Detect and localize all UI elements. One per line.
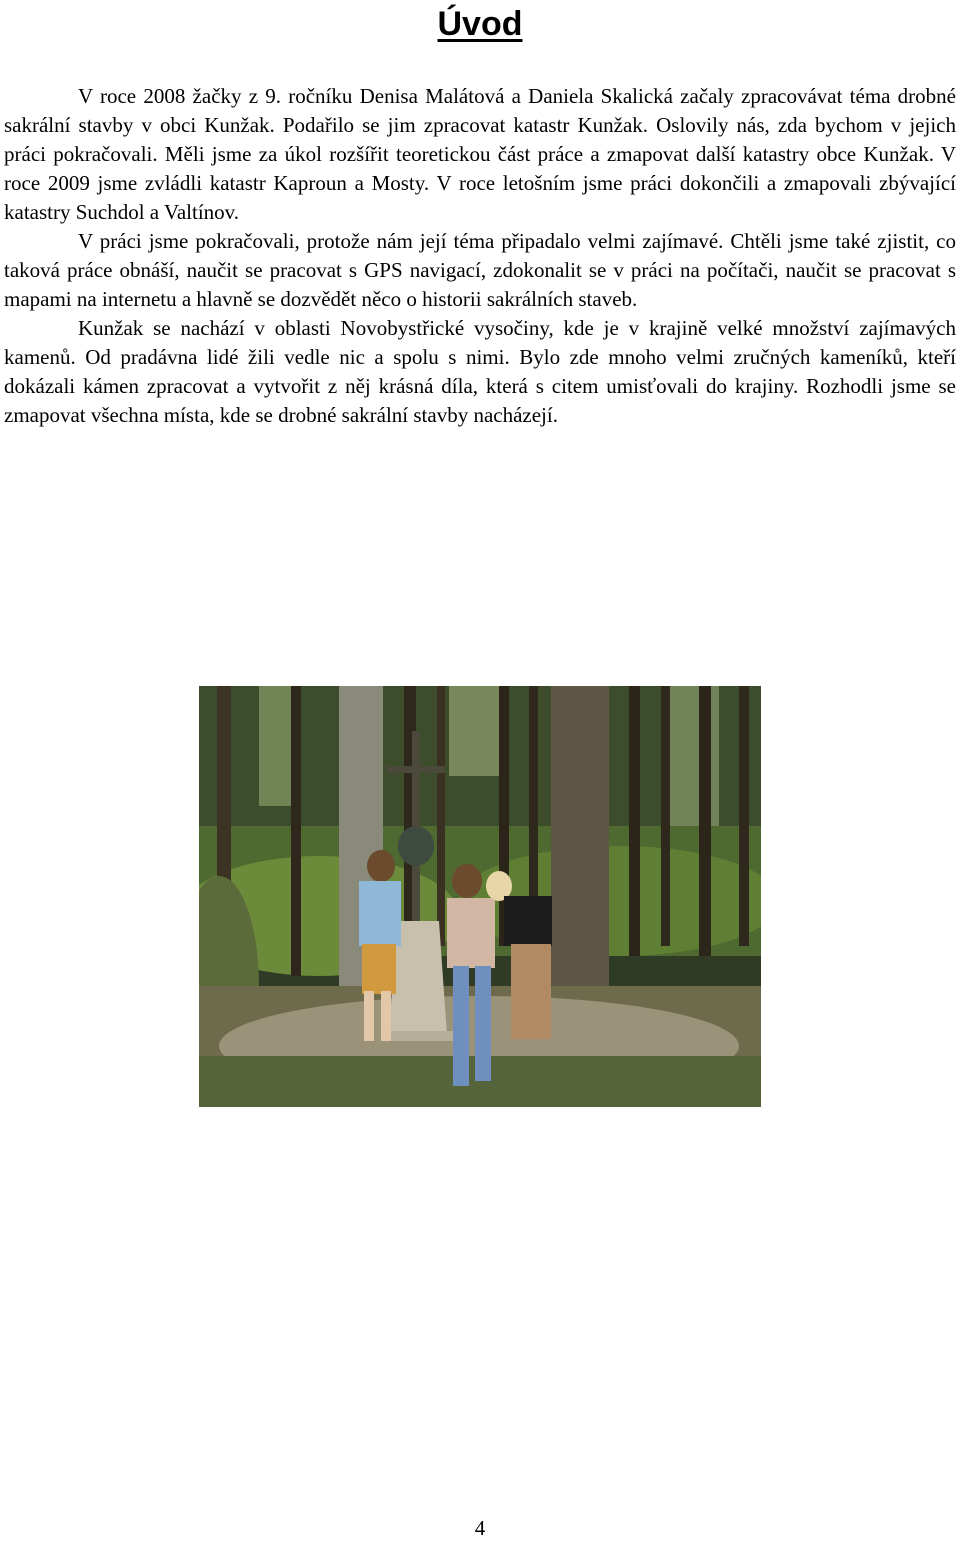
body-text [4,82,956,430]
paragraph-2: V práci jsme pokračovali, protože nám její téma připadalo velmi zajímavé. Chtěli jsme také zjistit, co taková práce obnáší, naučit se pracovat s GPS navigací, zdokonalit se v práci na počítači, naučit se pracovat s mapami na internetu a hlavně se dozvědět něco o historii sakrálních staveb. [4,229,956,311]
forest-cross-photo [199,686,761,1107]
page-title: Úvod [437,5,523,43]
forest-cross-photo-drawing [199,686,761,1107]
paragraph-1: V roce 2008 žačky z 9. ročníku Denisa Malátová a Daniela Skalická začaly zpracovávat téma drobné sakrální stavby v obci Kunžak. Podařilo se jim zpracovat katastr Kunžak. Oslovily nás, zda bychom v jejich práci pokračovali. Měli jsme za úkol rozšířit teoretickou část práce a zmapovat další katastry obce Kunžak. V roce 2009 jsme zvládli katastr Kaproun a Mosty. V roce letošním jsme práci dokončili a zmapovali zbývající katastry Suchdol a Valtínov. [4,84,956,224]
paragraph-3: Kunžak se nachází v oblasti Novobystřické vysočiny, kde je v krajině velké množství zajímavých kamenů. Od pradávna lidé žili vedle nic a spolu s nimi. Bylo zde mnoho velmi zručných kameníků, kteří dokázali kámen zpracovat a vytvořit z něj krásná díla, která s citem umisťovali do krajiny. Rozhodli jsme se zmapovat všechna místa, kde se drobné sakrální stavby nacházejí. [4,316,956,427]
page-number: 4 [474,1516,486,1540]
